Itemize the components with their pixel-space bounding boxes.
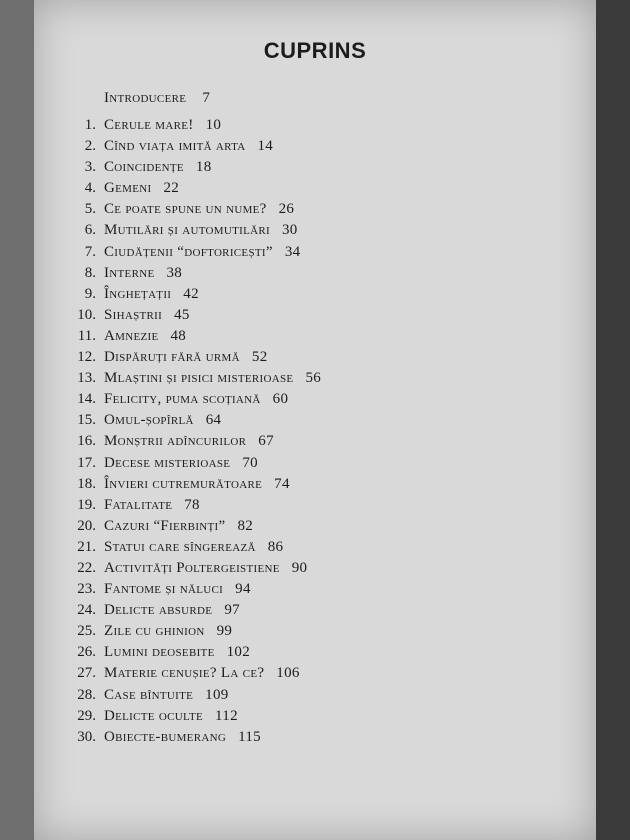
toc-entry xyxy=(34,474,596,495)
toc-entry-title-text: Amnezie xyxy=(104,327,159,344)
toc-entry-page: 97 xyxy=(224,602,240,619)
toc-entry xyxy=(34,685,596,706)
toc-entry-title-text: Obiecte-bumerang xyxy=(104,728,227,745)
toc-entry-page: 45 xyxy=(174,306,190,323)
toc-entry-title xyxy=(104,178,179,199)
toc-intro-label: Introducere xyxy=(104,90,187,106)
toc-entry xyxy=(34,157,596,178)
toc-entry-number: 10. xyxy=(77,306,96,323)
toc-entry-title-text: Zile cu ghinion xyxy=(104,623,205,640)
toc-entry-title-text: Gemeni xyxy=(104,180,152,197)
toc-entry-page: 67 xyxy=(258,433,274,450)
toc-entry-title xyxy=(104,431,274,452)
toc-entry-page: 26 xyxy=(278,201,295,218)
toc-entry-title-text: Mlaștini și pisici misterioase xyxy=(104,370,294,387)
toc-entry-title-text: Felicity, puma scoțiană xyxy=(104,391,261,408)
toc-entry-page: 109 xyxy=(205,686,229,703)
toc-entry-number: 19. xyxy=(77,496,96,513)
book-spine-edge xyxy=(0,0,34,840)
toc-entry-number: 26. xyxy=(77,644,96,661)
toc-entry-number: 11. xyxy=(77,327,96,344)
toc-entry-number: 14. xyxy=(77,391,96,408)
toc-entry-number: 20. xyxy=(77,517,96,534)
toc-entry-page: 14 xyxy=(257,138,274,155)
toc-entry xyxy=(34,516,596,537)
toc-entry xyxy=(34,453,596,474)
toc-entry-number: 29. xyxy=(77,707,96,724)
toc-entry-title-text: Dispăruți fără urmă xyxy=(104,349,240,366)
toc-entry-page: 18 xyxy=(195,159,212,176)
toc-entry-page: 102 xyxy=(226,644,250,661)
toc-entry-page: 10 xyxy=(205,117,222,133)
toc-entry-title xyxy=(104,136,273,157)
toc-entry-title xyxy=(104,368,321,389)
toc-entry-title xyxy=(104,706,238,727)
toc-entry-number: 12. xyxy=(77,349,96,366)
toc-entry-page: 56 xyxy=(305,370,322,387)
toc-entry-number: 30. xyxy=(77,728,96,745)
toc-entry-page: 90 xyxy=(291,559,308,576)
page-shadow-edge xyxy=(596,0,630,840)
toc-entry xyxy=(34,600,596,621)
toc-entry-title xyxy=(104,516,253,537)
toc-entry-page: 70 xyxy=(242,454,258,471)
toc-entry-title xyxy=(104,263,182,284)
toc-entry xyxy=(34,727,596,748)
toc-entry-number: 13. xyxy=(77,370,96,387)
toc-entry-number: 16. xyxy=(77,433,96,450)
table-of-contents xyxy=(34,115,596,748)
toc-entry-page: 74 xyxy=(274,475,290,492)
toc-entry xyxy=(34,115,596,136)
toc-entry-title xyxy=(104,242,300,263)
toc-entry-number: 28. xyxy=(77,686,96,703)
toc-entry-page: 78 xyxy=(184,496,200,513)
toc-entry xyxy=(34,242,596,263)
toc-entry-page: 52 xyxy=(251,349,268,366)
toc-entry xyxy=(34,263,596,284)
toc-entry xyxy=(34,495,596,516)
toc-entry-title xyxy=(104,115,221,136)
toc-entry-title xyxy=(104,685,229,706)
toc-entry-title xyxy=(104,347,268,368)
toc-entry-title-text: Statui care sîngerează xyxy=(104,538,256,555)
toc-entry-number: 9. xyxy=(84,285,96,302)
toc-entry-title-text: Coincidențe xyxy=(104,159,184,176)
toc-entry xyxy=(34,347,596,368)
toc-entry-title xyxy=(104,579,251,600)
toc-entry-page: 64 xyxy=(205,412,222,429)
toc-entry-page: 30 xyxy=(281,222,298,239)
toc-entry-number: 25. xyxy=(77,623,96,640)
toc-entry-page: 94 xyxy=(235,581,251,598)
toc-entry-title xyxy=(104,284,199,305)
toc-entry-title-text: Sihaștrii xyxy=(104,306,163,323)
toc-entry-title-text: Delicte oculte xyxy=(104,707,204,724)
toc-entry xyxy=(34,220,596,241)
toc-entry-page: 34 xyxy=(284,243,301,260)
toc-entry-title-text: Ce poate spune un nume? xyxy=(104,201,267,218)
toc-entry xyxy=(34,136,596,157)
toc-entry xyxy=(34,326,596,347)
toc-entry-title-text: Interne xyxy=(104,264,155,281)
toc-entry xyxy=(34,284,596,305)
toc-entry-title-text: Decese misterioase xyxy=(104,454,231,471)
toc-entry-title xyxy=(104,495,200,516)
toc-entry-title xyxy=(104,663,300,684)
toc-entry xyxy=(34,537,596,558)
toc-entry xyxy=(34,663,596,684)
toc-entry-number: 18. xyxy=(77,475,96,492)
toc-entry-title xyxy=(104,157,212,178)
toc-entry-title-text: Cerule mare! xyxy=(104,117,194,133)
toc-entry-page: 22 xyxy=(163,180,180,197)
toc-entry-title-text: Case bîntuite xyxy=(104,686,194,703)
toc-entry-title xyxy=(104,305,190,326)
book-page xyxy=(34,0,596,840)
toc-entry-page: 38 xyxy=(166,264,183,281)
toc-entry-title-text: Materie cenușie? La ce? xyxy=(104,665,265,682)
toc-entry-title xyxy=(104,600,240,621)
toc-entry-number: 23. xyxy=(77,581,96,598)
toc-entry-number: 3. xyxy=(84,159,96,176)
toc-entry-number: 17. xyxy=(77,454,96,471)
page-title: CUPRINS xyxy=(263,38,367,63)
toc-entry-title-text: Lumini deosebite xyxy=(104,644,215,661)
toc-entry-number: 24. xyxy=(77,602,96,619)
toc-entry xyxy=(34,199,596,220)
toc-entry xyxy=(34,558,596,579)
toc-entry-number: 5. xyxy=(84,201,96,218)
toc-intro xyxy=(104,90,210,107)
toc-entry-title-text: Cînd viața imită arta xyxy=(104,138,246,155)
toc-entry-page: 42 xyxy=(183,285,199,302)
toc-entry xyxy=(34,305,596,326)
toc-entry-number: 1. xyxy=(84,117,96,133)
toc-entry-title xyxy=(104,727,261,748)
toc-entry xyxy=(34,642,596,663)
toc-entry-title xyxy=(104,389,288,410)
toc-entry-title-text: Monștrii adîncurilor xyxy=(104,433,247,450)
toc-entry-title-text: Fantome și năluci xyxy=(104,581,224,598)
toc-entry xyxy=(34,389,596,410)
toc-entry-title xyxy=(104,199,294,220)
toc-entry-page: 115 xyxy=(238,728,261,745)
toc-entry-title xyxy=(104,326,186,347)
toc-entry-number: 21. xyxy=(77,538,96,555)
toc-entry xyxy=(34,706,596,727)
toc-entry-title xyxy=(104,474,290,495)
toc-entry-number: 6. xyxy=(84,222,96,239)
toc-entry-page: 99 xyxy=(216,623,233,640)
toc-entry-title xyxy=(104,220,298,241)
toc-entry-number: 8. xyxy=(84,264,96,281)
toc-entry xyxy=(34,368,596,389)
toc-entry xyxy=(34,431,596,452)
toc-entry-number: 15. xyxy=(77,412,96,429)
toc-entry-title xyxy=(104,558,307,579)
toc-entry-title-text: Învieri cutremurătoare xyxy=(104,475,263,492)
toc-entry-number: 2. xyxy=(84,138,96,155)
toc-entry-title xyxy=(104,410,221,431)
toc-entry xyxy=(34,178,596,199)
toc-entry-page: 86 xyxy=(267,538,284,555)
toc-entry xyxy=(34,410,596,431)
toc-entry-title-text: Mutilări și automutilări xyxy=(104,222,270,239)
toc-intro-page: 7 xyxy=(202,90,211,106)
toc-entry-title-text: Înghețații xyxy=(104,285,172,302)
toc-entry-number: 4. xyxy=(84,180,96,197)
toc-entry-title-text: Cazuri “Fierbinți” xyxy=(104,517,226,534)
toc-entry-page: 112 xyxy=(215,707,238,724)
toc-entry xyxy=(34,621,596,642)
toc-entry-number: 7. xyxy=(84,243,96,260)
toc-entry-title xyxy=(104,453,258,474)
toc-entry xyxy=(34,579,596,600)
toc-entry-title-text: Ciudățenii “doftoricești” xyxy=(104,243,273,260)
toc-entry-page: 48 xyxy=(170,327,187,344)
toc-entry-title xyxy=(104,621,232,642)
toc-entry-number: 27. xyxy=(77,665,96,682)
toc-entry-page: 106 xyxy=(276,665,300,682)
toc-entry-number: 22. xyxy=(77,559,96,576)
toc-entry-title-text: Fatalitate xyxy=(104,496,173,513)
toc-entry-page: 60 xyxy=(272,391,289,408)
toc-entry-page: 82 xyxy=(237,517,254,534)
toc-entry-title-text: Delicte absurde xyxy=(104,602,213,619)
toc-entry-title-text: Activități Poltergeistiene xyxy=(104,559,280,576)
toc-entry-title xyxy=(104,642,250,663)
toc-entry-title-text: Omul-șopîrlă xyxy=(104,412,194,429)
toc-entry-title xyxy=(104,537,283,558)
